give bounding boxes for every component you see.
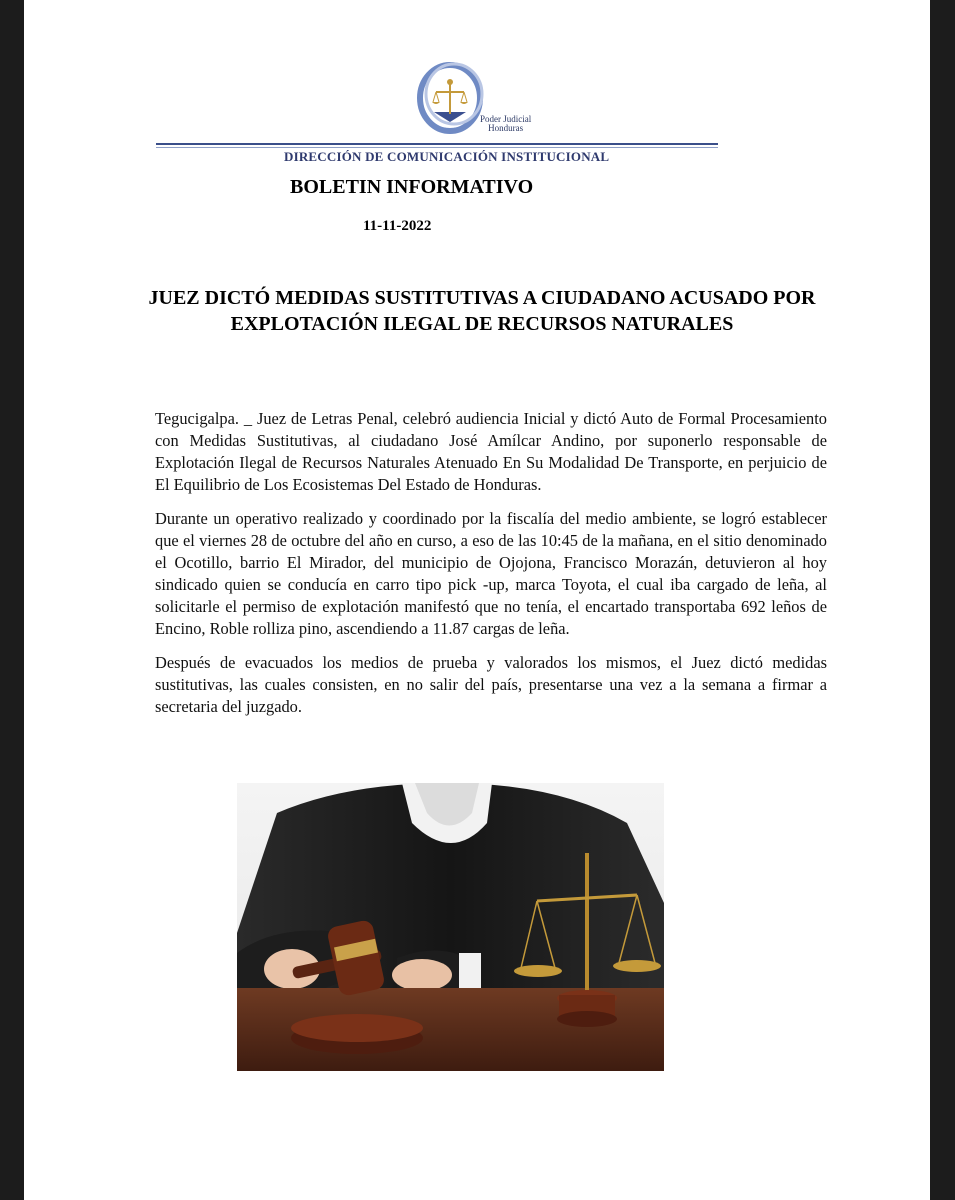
article-paragraph: Durante un operativo realizado y coordinado por la fiscalía del medio ambiente, se logró establecer que el viernes 28 de octubre del año en curso, a eso de las 10:45 de la mañana, en el sitio denominado el Ocotillo, barrio El Mirador, del municipio de Ojojona, Francisco Morazán, detuvieron al hoy sindicado quien se conducía en carro tipo pick -up, marca Toyota, el cual iba cargado de leña, al solicitarle el permiso de explotación manifestó que no tenía, el encartado transportaba 692 leños de Encino, Roble rolliza pino, ascendiendo a 11.87 cargas de leña. [155, 509, 827, 638]
bulletin-date: 11-11-2022 [363, 218, 432, 234]
logo-caption-line1: Poder Judicial [480, 114, 532, 124]
department-name: DIRECCIÓN DE COMUNICACIÓN INSTITUCIONAL [284, 149, 610, 164]
header-rule-thin [156, 147, 718, 148]
article-body [155, 408, 827, 730]
logo-caption-line2: Honduras [488, 123, 524, 133]
article-paragraph: Tegucigalpa. _ Juez de Letras Penal, celebró audiencia Inicial y dictó Auto de Formal Procesamiento con Medidas Sustitutivas, al ciudadano José Amílcar Andino, por suponerlo responsable de Explotación Ilegal de Recursos Naturales Atenuado En Su Modalidad De Transporte, en perjuicio de El Equilibrio de Los Ecosistemas Del Estado de Honduras. [155, 409, 827, 494]
document-page [24, 0, 930, 1200]
logo-caption [480, 115, 531, 133]
judge-gavel-photo [237, 783, 664, 1071]
bulletin-title: BOLETIN INFORMATIVO [290, 176, 534, 198]
article-paragraph: Después de evacuados los medios de prueba y valorados los mismos, el Juez dictó medidas sustitutivas, las cuales consisten, en no salir del país, presentarse una vez a la semana a firmar a secretaria del juzgado. [155, 653, 827, 716]
article-headline: JUEZ DICTÓ MEDIDAS SUSTITUTIVAS A CIUDADANO ACUSADO POR EXPLOTACIÓN ILEGAL DE RECURSOS NATURALES [148, 287, 816, 335]
header-rule [156, 143, 718, 145]
